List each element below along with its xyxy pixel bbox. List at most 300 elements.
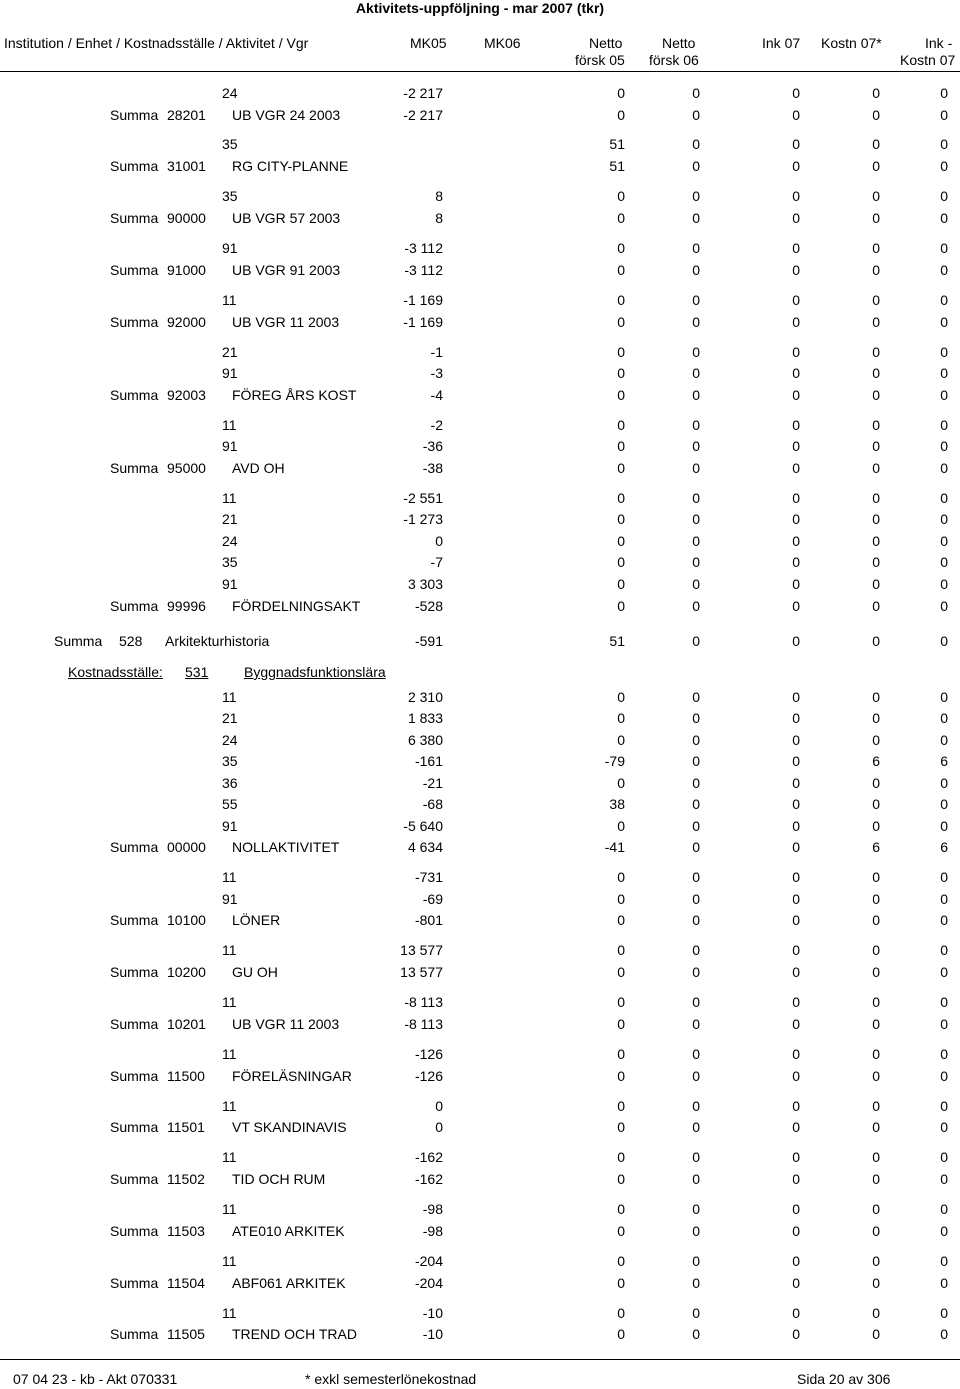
- summa-label: Summa: [110, 1016, 159, 1032]
- cell-ink07: 0: [792, 417, 800, 433]
- cell-kostn07: 0: [872, 85, 880, 101]
- cell-ink07: 0: [792, 964, 800, 980]
- cell-ink-kostn: 0: [940, 1068, 948, 1084]
- summa-number: 90000: [167, 210, 206, 226]
- cell-kostn07: 0: [872, 1201, 880, 1217]
- cell-ink-kostn: 0: [940, 598, 948, 614]
- summa-name: GU OH: [232, 964, 278, 980]
- cell-netto06: 0: [692, 314, 700, 330]
- cell-netto05: 0: [617, 1098, 625, 1114]
- cell-ink-kostn: 0: [940, 710, 948, 726]
- cell-kostn07: 0: [872, 1016, 880, 1032]
- cell-netto06: 0: [692, 490, 700, 506]
- header-kostn07: Kostn 07*: [821, 35, 882, 51]
- summa-name: RG CITY-PLANNE: [232, 158, 349, 174]
- cell-kostn07: 0: [872, 511, 880, 527]
- cell-ink07: 0: [792, 158, 800, 174]
- cell-netto06: 0: [692, 1068, 700, 1084]
- header-mk06: MK06: [484, 35, 521, 51]
- cell-ink07: 0: [792, 554, 800, 570]
- cell-ink-kostn: 0: [940, 1149, 948, 1165]
- summa-name: UB VGR 24 2003: [232, 107, 341, 123]
- vgr-code: 24: [222, 85, 238, 101]
- cell-ink07: 0: [792, 365, 800, 381]
- cell-ink07: 0: [792, 689, 800, 705]
- cell-mk05: -162: [414, 1171, 443, 1187]
- summa-name: FÖRDELNINGSAKT: [232, 598, 361, 614]
- footer-note: * exkl semesterlönekostnad: [305, 1371, 477, 1387]
- vgr-code: 11: [222, 490, 237, 506]
- summa-number: 00000: [167, 839, 206, 855]
- cell-ink07: 0: [792, 1253, 800, 1269]
- summa-name: Arkitekturhistoria: [165, 633, 270, 649]
- cell-netto06: 0: [692, 344, 700, 360]
- cell-mk05: -5 640: [403, 818, 443, 834]
- header-rule: [0, 71, 960, 72]
- summa-name: VT SKANDINAVIS: [232, 1119, 347, 1135]
- cell-netto05: 0: [617, 1171, 625, 1187]
- summa-label: Summa: [110, 262, 159, 278]
- cell-netto05: 0: [617, 262, 625, 278]
- cell-kostn07: 0: [872, 1149, 880, 1165]
- cell-ink-kostn: 0: [940, 136, 948, 152]
- cell-netto05: 0: [617, 438, 625, 454]
- cell-mk05: -38: [422, 460, 443, 476]
- header-netto06-line2: försk 06: [649, 52, 699, 68]
- cell-netto06: 0: [692, 633, 700, 649]
- cell-ink-kostn: 0: [940, 1171, 948, 1187]
- cell-kostn07: 6: [872, 753, 880, 769]
- cell-ink-kostn: 0: [940, 891, 948, 907]
- cell-kostn07: 0: [872, 710, 880, 726]
- cell-ink-kostn: 0: [940, 1326, 948, 1342]
- report-title: Aktivitets-uppföljning - mar 2007 (tkr): [355, 0, 605, 16]
- cell-ink-kostn: 6: [940, 753, 948, 769]
- cell-mk05: -2 217: [403, 85, 443, 101]
- cell-ink07: 0: [792, 1046, 800, 1062]
- cell-ink07: 0: [792, 85, 800, 101]
- summa-number: 28201: [167, 107, 206, 123]
- vgr-code: 11: [222, 1098, 237, 1114]
- cell-netto05: 51: [609, 633, 625, 649]
- cell-mk05: -162: [414, 1149, 443, 1165]
- cell-kostn07: 0: [872, 732, 880, 748]
- footer-page: Sida 20 av 306: [797, 1371, 891, 1387]
- cell-netto05: 0: [617, 490, 625, 506]
- cell-kostn07: 0: [872, 240, 880, 256]
- vgr-code: 24: [222, 732, 238, 748]
- cell-netto06: 0: [692, 576, 700, 592]
- cell-kostn07: 0: [872, 554, 880, 570]
- vgr-code: 11: [222, 869, 237, 885]
- cell-kostn07: 0: [872, 365, 880, 381]
- cell-kostn07: 0: [872, 891, 880, 907]
- cell-netto06: 0: [692, 1046, 700, 1062]
- cell-ink-kostn: 0: [940, 554, 948, 570]
- cell-ink07: 0: [792, 891, 800, 907]
- header-netto05-line1: Netto: [589, 35, 623, 51]
- vgr-code: 36: [222, 775, 238, 791]
- cell-kostn07: 0: [872, 262, 880, 278]
- summa-label: Summa: [110, 598, 159, 614]
- cell-netto05: -79: [604, 753, 625, 769]
- cell-netto06: 0: [692, 1149, 700, 1165]
- summa-name: ATE010 ARKITEK: [232, 1223, 345, 1239]
- vgr-code: 35: [222, 188, 238, 204]
- cell-kostn07: 0: [872, 994, 880, 1010]
- cell-ink-kostn: 0: [940, 942, 948, 958]
- cell-ink-kostn: 0: [940, 511, 948, 527]
- cell-mk05: -528: [414, 598, 443, 614]
- cell-netto05: 0: [617, 732, 625, 748]
- cell-ink-kostn: 0: [940, 438, 948, 454]
- cell-mk05: 3 303: [407, 576, 443, 592]
- cell-mk05: -7: [430, 554, 443, 570]
- cell-kostn07: 0: [872, 1326, 880, 1342]
- cell-ink07: 0: [792, 262, 800, 278]
- vgr-code: 11: [222, 994, 237, 1010]
- cell-kostn07: 0: [872, 796, 880, 812]
- cell-ink-kostn: 0: [940, 1119, 948, 1135]
- cell-ink07: 0: [792, 387, 800, 403]
- cell-kostn07: 0: [872, 1046, 880, 1062]
- cell-kostn07: 0: [872, 188, 880, 204]
- cell-netto05: 0: [617, 292, 625, 308]
- summa-number: 31001: [167, 158, 206, 174]
- footer-rule: [0, 1359, 960, 1360]
- cell-mk05: -2: [430, 417, 443, 433]
- cell-netto05: 0: [617, 1046, 625, 1062]
- cell-mk05: -1 169: [403, 314, 443, 330]
- cell-mk05: 4 634: [407, 839, 443, 855]
- cell-ink07: 0: [792, 1016, 800, 1032]
- summa-name: FÖREG ÅRS KOST: [232, 387, 357, 403]
- cell-netto06: 0: [692, 292, 700, 308]
- cell-ink-kostn: 0: [940, 262, 948, 278]
- summa-label: Summa: [110, 1223, 159, 1239]
- cell-netto06: 0: [692, 942, 700, 958]
- cell-ink07: 0: [792, 869, 800, 885]
- cell-ink07: 0: [792, 818, 800, 834]
- vgr-code: 91: [222, 365, 238, 381]
- cell-netto06: 0: [692, 775, 700, 791]
- cell-ink-kostn: 0: [940, 490, 948, 506]
- header-netto06-line1: Netto: [662, 35, 696, 51]
- cell-mk05: 13 577: [400, 942, 443, 958]
- cell-netto05: 0: [617, 314, 625, 330]
- cell-mk05: -1 169: [403, 292, 443, 308]
- cell-kostn07: 0: [872, 314, 880, 330]
- cell-mk05: 1 833: [407, 710, 443, 726]
- cell-ink-kostn: 0: [940, 732, 948, 748]
- cell-ink-kostn: 0: [940, 387, 948, 403]
- cell-netto06: 0: [692, 1098, 700, 1114]
- cell-mk05: 6 380: [407, 732, 443, 748]
- cell-ink-kostn: 0: [940, 818, 948, 834]
- cell-ink-kostn: 0: [940, 314, 948, 330]
- cell-ink-kostn: 0: [940, 1275, 948, 1291]
- header-ink-kostn-line2: Kostn 07: [900, 52, 956, 68]
- cell-ink07: 0: [792, 511, 800, 527]
- cell-netto06: 0: [692, 188, 700, 204]
- cell-ink07: 0: [792, 136, 800, 152]
- vgr-code: 91: [222, 240, 238, 256]
- vgr-code: 11: [222, 1305, 237, 1321]
- kostnadsstalle-label: Kostnadsställe:: [68, 664, 163, 680]
- cell-mk05: -3: [430, 365, 443, 381]
- cell-ink-kostn: 0: [940, 240, 948, 256]
- kostnadsstalle-number: 531: [185, 664, 209, 680]
- cell-ink-kostn: 0: [940, 775, 948, 791]
- cell-ink07: 0: [792, 710, 800, 726]
- cell-netto06: 0: [692, 533, 700, 549]
- cell-netto06: 0: [692, 796, 700, 812]
- summa-label: Summa: [110, 158, 159, 174]
- cell-netto05: 0: [617, 210, 625, 226]
- vgr-code: 24: [222, 533, 238, 549]
- cell-ink-kostn: 0: [940, 107, 948, 123]
- cell-ink-kostn: 6: [940, 839, 948, 855]
- vgr-code: 11: [222, 1253, 237, 1269]
- summa-number: 528: [119, 633, 143, 649]
- cell-ink07: 0: [792, 240, 800, 256]
- cell-netto06: 0: [692, 732, 700, 748]
- cell-netto05: 0: [617, 942, 625, 958]
- cell-kostn07: 6: [872, 839, 880, 855]
- cell-kostn07: 0: [872, 344, 880, 360]
- cell-mk05: -36: [422, 438, 443, 454]
- cell-netto05: 0: [617, 710, 625, 726]
- summa-name: FÖRELÄSNINGAR: [232, 1068, 352, 1084]
- cell-netto05: 0: [617, 417, 625, 433]
- summa-label: Summa: [110, 1068, 159, 1084]
- cell-netto05: 0: [617, 533, 625, 549]
- cell-kostn07: 0: [872, 460, 880, 476]
- cell-kostn07: 0: [872, 689, 880, 705]
- cell-netto05: 0: [617, 460, 625, 476]
- cell-ink-kostn: 0: [940, 1305, 948, 1321]
- cell-ink07: 0: [792, 533, 800, 549]
- cell-netto05: 0: [617, 891, 625, 907]
- vgr-code: 91: [222, 576, 238, 592]
- cell-netto05: 0: [617, 1223, 625, 1239]
- cell-ink07: 0: [792, 438, 800, 454]
- cell-netto05: 0: [617, 240, 625, 256]
- cell-ink-kostn: 0: [940, 1098, 948, 1114]
- summa-label: Summa: [110, 1171, 159, 1187]
- cell-netto06: 0: [692, 1305, 700, 1321]
- cell-kostn07: 0: [872, 633, 880, 649]
- header-ink07: Ink 07: [762, 35, 801, 51]
- cell-kostn07: 0: [872, 533, 880, 549]
- cell-ink07: 0: [792, 942, 800, 958]
- cell-mk05: -10: [422, 1326, 443, 1342]
- cell-netto05: 0: [617, 1068, 625, 1084]
- summa-number: 91000: [167, 262, 206, 278]
- cell-kostn07: 0: [872, 576, 880, 592]
- cell-ink07: 0: [792, 732, 800, 748]
- cell-netto06: 0: [692, 107, 700, 123]
- cell-mk05: -2 551: [403, 490, 443, 506]
- summa-label: Summa: [110, 314, 159, 330]
- cell-mk05: 2 310: [407, 689, 443, 705]
- cell-netto05: 0: [617, 912, 625, 928]
- cell-ink-kostn: 0: [940, 188, 948, 204]
- summa-name: TREND OCH TRAD: [232, 1326, 357, 1342]
- cell-netto05: 0: [617, 1201, 625, 1217]
- cell-netto05: 0: [617, 85, 625, 101]
- cell-mk05: -591: [414, 633, 443, 649]
- cell-netto05: 0: [617, 869, 625, 885]
- cell-mk05: -126: [414, 1046, 443, 1062]
- cell-kostn07: 0: [872, 1253, 880, 1269]
- vgr-code: 35: [222, 136, 238, 152]
- summa-number: 11502: [167, 1171, 205, 1187]
- cell-netto06: 0: [692, 240, 700, 256]
- cell-ink07: 0: [792, 753, 800, 769]
- cell-ink-kostn: 0: [940, 964, 948, 980]
- cell-netto05: 0: [617, 1275, 625, 1291]
- cell-netto05: 0: [617, 511, 625, 527]
- cell-ink-kostn: 0: [940, 994, 948, 1010]
- cell-kostn07: 0: [872, 964, 880, 980]
- summa-number: 99996: [167, 598, 206, 614]
- cell-ink-kostn: 0: [940, 869, 948, 885]
- cell-mk05: -204: [414, 1275, 443, 1291]
- cell-mk05: 8: [435, 210, 443, 226]
- cell-netto05: 0: [617, 188, 625, 204]
- cell-netto06: 0: [692, 1326, 700, 1342]
- summa-number: 11501: [167, 1119, 205, 1135]
- cell-ink-kostn: 0: [940, 1046, 948, 1062]
- cell-netto05: 0: [617, 964, 625, 980]
- vgr-code: 21: [222, 344, 238, 360]
- cell-ink-kostn: 0: [940, 796, 948, 812]
- cell-ink07: 0: [792, 1171, 800, 1187]
- cell-mk05: -2 217: [403, 107, 443, 123]
- cell-netto06: 0: [692, 891, 700, 907]
- cell-netto05: 51: [609, 158, 625, 174]
- vgr-code: 91: [222, 891, 238, 907]
- summa-label: Summa: [110, 964, 159, 980]
- cell-ink07: 0: [792, 1275, 800, 1291]
- cell-ink-kostn: 0: [940, 1201, 948, 1217]
- cell-kostn07: 0: [872, 1098, 880, 1114]
- cell-ink07: 0: [792, 598, 800, 614]
- summa-label: Summa: [110, 839, 159, 855]
- cell-netto05: 0: [617, 344, 625, 360]
- cell-ink07: 0: [792, 460, 800, 476]
- cell-kostn07: 0: [872, 438, 880, 454]
- cell-mk05: -1: [430, 344, 443, 360]
- cell-mk05: -204: [414, 1253, 443, 1269]
- cell-kostn07: 0: [872, 1305, 880, 1321]
- cell-mk05: -3 112: [404, 262, 443, 278]
- cell-ink-kostn: 0: [940, 912, 948, 928]
- summa-name: TID OCH RUM: [232, 1171, 326, 1187]
- footer-left: 07 04 23 - kb - Akt 070331: [13, 1371, 178, 1387]
- cell-netto06: 0: [692, 158, 700, 174]
- cell-netto06: 0: [692, 710, 700, 726]
- cell-mk05: 0: [435, 533, 443, 549]
- cell-ink-kostn: 0: [940, 417, 948, 433]
- cell-kostn07: 0: [872, 1068, 880, 1084]
- cell-ink07: 0: [792, 1326, 800, 1342]
- cell-ink07: 0: [792, 796, 800, 812]
- header-ink-kostn-line1: Ink -: [925, 35, 953, 51]
- cell-netto05: 0: [617, 554, 625, 570]
- summa-name: ABF061 ARKITEK: [232, 1275, 346, 1291]
- cell-ink-kostn: 0: [940, 365, 948, 381]
- cell-ink-kostn: 0: [940, 1223, 948, 1239]
- cell-mk05: -126: [414, 1068, 443, 1084]
- cell-kostn07: 0: [872, 912, 880, 928]
- vgr-code: 55: [222, 796, 238, 812]
- cell-kostn07: 0: [872, 107, 880, 123]
- cell-ink-kostn: 0: [940, 689, 948, 705]
- cell-ink-kostn: 0: [940, 633, 948, 649]
- vgr-code: 11: [222, 1149, 237, 1165]
- cell-netto06: 0: [692, 598, 700, 614]
- cell-netto06: 0: [692, 1016, 700, 1032]
- cell-netto06: 0: [692, 210, 700, 226]
- summa-label: Summa: [110, 1326, 159, 1342]
- cell-kostn07: 0: [872, 158, 880, 174]
- cell-kostn07: 0: [872, 136, 880, 152]
- cell-netto06: 0: [692, 511, 700, 527]
- cell-mk05: 0: [435, 1119, 443, 1135]
- header-netto05-line2: försk 05: [575, 52, 625, 68]
- vgr-code: 21: [222, 710, 238, 726]
- cell-kostn07: 0: [872, 1171, 880, 1187]
- cell-netto06: 0: [692, 689, 700, 705]
- cell-kostn07: 0: [872, 598, 880, 614]
- cell-kostn07: 0: [872, 775, 880, 791]
- cell-mk05: -731: [414, 869, 443, 885]
- cell-mk05: -8 113: [404, 994, 443, 1010]
- cell-ink07: 0: [792, 633, 800, 649]
- cell-ink07: 0: [792, 1068, 800, 1084]
- cell-netto05: 51: [609, 136, 625, 152]
- cell-netto05: 0: [617, 818, 625, 834]
- cell-netto06: 0: [692, 753, 700, 769]
- cell-netto06: 0: [692, 869, 700, 885]
- cell-mk05: 0: [435, 1098, 443, 1114]
- cell-ink-kostn: 0: [940, 344, 948, 360]
- cell-ink07: 0: [792, 1119, 800, 1135]
- cell-ink07: 0: [792, 912, 800, 928]
- cell-mk05: -10: [422, 1305, 443, 1321]
- vgr-code: 11: [222, 1201, 237, 1217]
- cell-netto05: 0: [617, 1305, 625, 1321]
- cell-kostn07: 0: [872, 490, 880, 506]
- cell-kostn07: 0: [872, 417, 880, 433]
- vgr-code: 11: [222, 292, 237, 308]
- vgr-code: 11: [222, 689, 237, 705]
- cell-ink-kostn: 0: [940, 1253, 948, 1269]
- cell-netto06: 0: [692, 136, 700, 152]
- cell-ink-kostn: 0: [940, 158, 948, 174]
- cell-netto05: 0: [617, 1016, 625, 1032]
- cell-netto06: 0: [692, 554, 700, 570]
- cell-kostn07: 0: [872, 1275, 880, 1291]
- cell-mk05: -4: [430, 387, 443, 403]
- cell-netto05: 0: [617, 598, 625, 614]
- summa-number: 92003: [167, 387, 206, 403]
- cell-netto06: 0: [692, 1223, 700, 1239]
- cell-netto06: 0: [692, 262, 700, 278]
- cell-netto06: 0: [692, 964, 700, 980]
